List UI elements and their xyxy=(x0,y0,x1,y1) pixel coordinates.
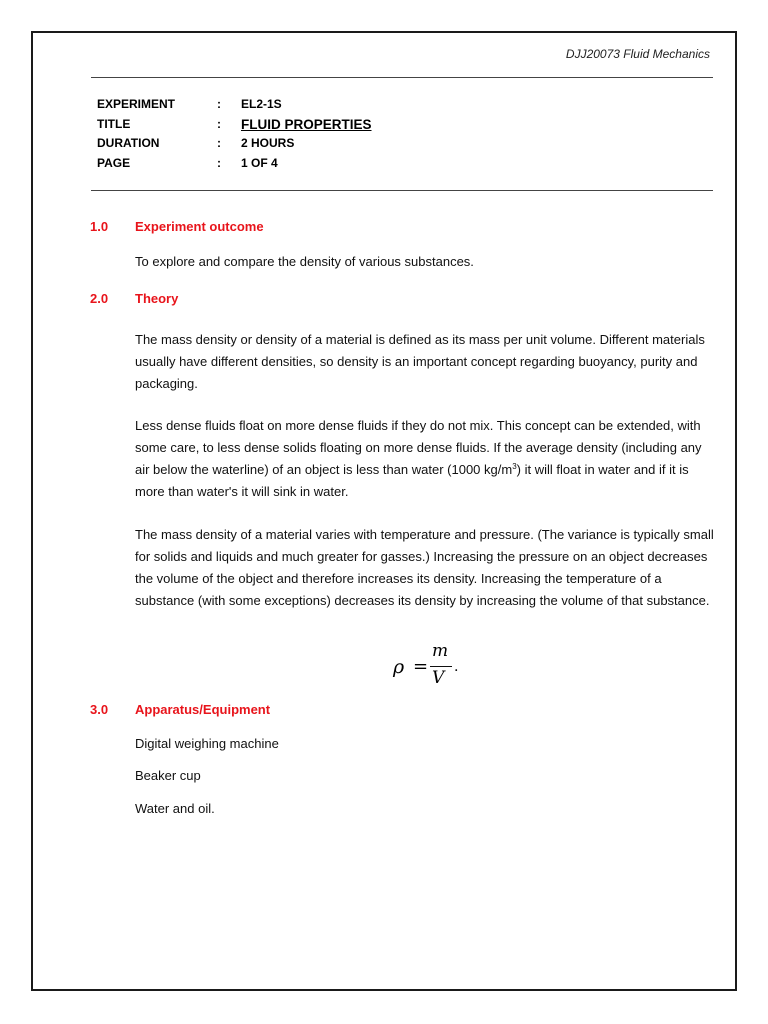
document-title: FLUID PROPERTIES xyxy=(241,116,372,132)
header-rule-top xyxy=(91,77,713,78)
section-title: Experiment outcome xyxy=(135,219,264,234)
theory-paragraph-3: The mass density of a material varies with temperature and pressure. (The variance is typically small for solids and liquids and much greater for gasses.) Increasing the pressure on an object decreases the volume of the object and therefore increases its density. Increasing the temperature of a substance (with some exceptions) decreases its density by increasing the volume of that substance. xyxy=(135,527,714,608)
theory-paragraph-2-text: Less dense fluids float on more dense fluids if they do not mix. This concept can be extended, with some care, to less dense solids floating on more dense fluids. If the average density (including any air below the waterline) of an object is less than water (1000 kg/m xyxy=(135,418,702,477)
meta-separator: : xyxy=(217,116,221,131)
apparatus-item: Digital weighing machine xyxy=(135,736,279,751)
page-frame xyxy=(31,31,737,991)
meta-value: 1 OF 4 xyxy=(241,155,278,170)
equation-rho: ρ xyxy=(393,656,405,678)
theory-paragraph-1: The mass density or density of a material is defined as its mass per unit volume. Different materials usually have different densities, so density is an important concept regarding buoyancy, purity and packaging. xyxy=(135,332,705,391)
meta-label: DURATION xyxy=(97,136,160,150)
section-title: Theory xyxy=(135,291,179,306)
section-number: 3.0 xyxy=(90,702,109,717)
meta-value: 2 HOURS xyxy=(241,136,295,150)
meta-separator: : xyxy=(217,97,221,111)
meta-label: TITLE xyxy=(97,116,131,131)
density-equation xyxy=(393,641,463,691)
apparatus-item: Water and oil. xyxy=(135,801,215,816)
equation-equals: = xyxy=(413,656,429,677)
running-header: DJJ20073 Fluid Mechanics xyxy=(565,47,710,61)
section-number: 1.0 xyxy=(90,219,109,234)
equation-denominator: V xyxy=(432,668,445,688)
meta-value: EL2-1S xyxy=(241,97,282,111)
equation-period: . xyxy=(454,659,459,675)
meta-label: PAGE xyxy=(97,155,131,170)
outcome-text: To explore and compare the density of various substances. xyxy=(135,254,474,269)
section-title: Apparatus/Equipment xyxy=(135,702,271,717)
section-number: 2.0 xyxy=(90,291,109,306)
header-rule-bottom xyxy=(91,190,713,191)
equation-fraction-bar xyxy=(430,666,452,667)
equation-numerator: m xyxy=(432,641,449,661)
apparatus-item: Beaker cup xyxy=(135,768,201,783)
meta-separator: : xyxy=(217,155,221,170)
theory-paragraph-2 xyxy=(135,415,715,503)
superscript-exponent: 3 xyxy=(512,462,517,471)
meta-separator: : xyxy=(217,136,221,150)
theory-paragraph-2-text-end: ) it will float in water and if it is more than water's it will sink in water. xyxy=(135,462,689,499)
meta-label: EXPERIMENT xyxy=(97,97,176,111)
